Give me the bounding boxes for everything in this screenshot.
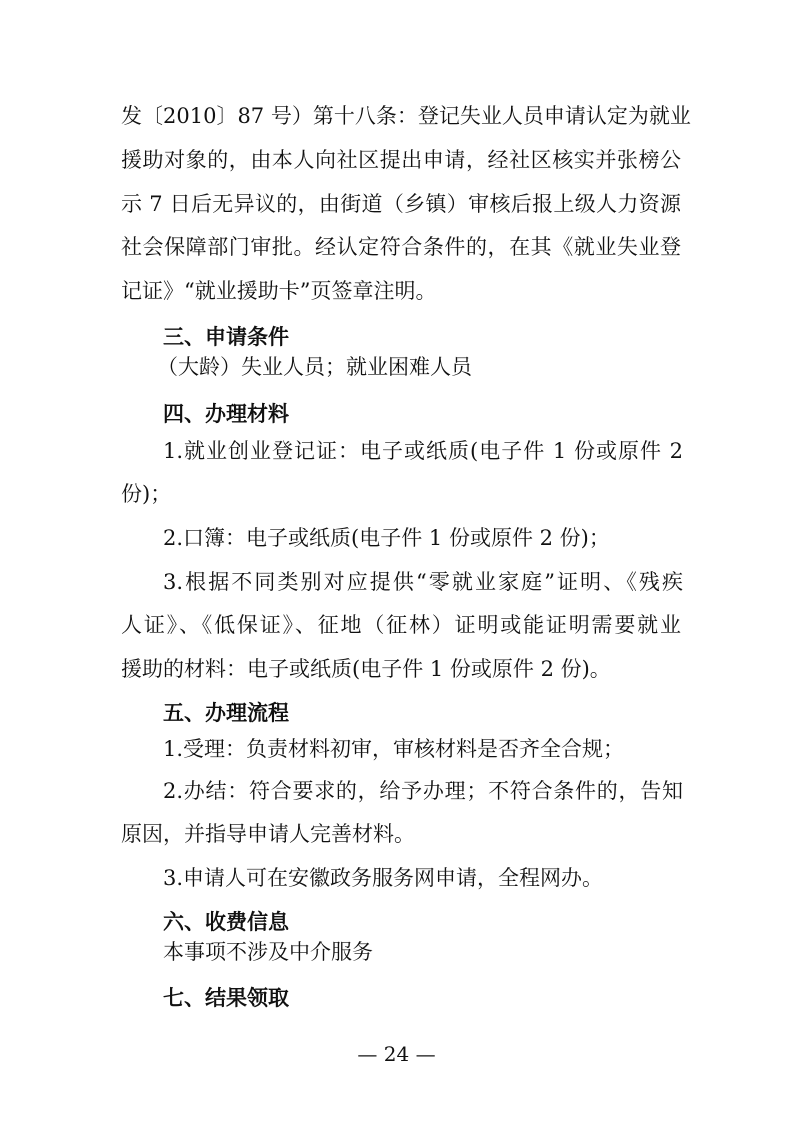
- process-item-3: 3.申请人可在安徽政务服务网申请，全程网办。: [163, 866, 604, 890]
- body-line-5: 记证》“就业援助卡”页签章注明。: [121, 279, 437, 303]
- materials-item-1: 1.就业创业登记证：电子或纸质(电子件 1 份或原件 2: [163, 439, 683, 463]
- process-item-2-cont: 原因，并指导申请人完善材料。: [121, 822, 415, 846]
- materials-item-1-cont: 份)；: [121, 482, 172, 506]
- section-heading-fees: 六、收费信息: [163, 910, 289, 934]
- page-number: — 24 —: [357, 1042, 436, 1066]
- section-heading-results: 七、结果领取: [163, 986, 289, 1010]
- fees-text: 本事项不涉及中介服务: [163, 940, 373, 964]
- process-item-2: 2.办结：符合要求的，给予办理；不符合条件的，告知: [163, 779, 683, 803]
- body-line-4: 社会保障部门审批。经认定符合条件的，在其《就业失业登: [121, 235, 681, 259]
- section-heading-conditions: 三、申请条件: [163, 325, 289, 349]
- conditions-text: （大龄）失业人员；就业困难人员: [157, 355, 472, 379]
- materials-item-3: 3.根据不同类别对应提供“零就业家庭”证明、《残疾: [163, 570, 683, 594]
- section-heading-process: 五、办理流程: [163, 701, 289, 725]
- materials-item-2: 2.口簿：电子或纸质(电子件 1 份或原件 2 份)；: [163, 526, 610, 550]
- materials-item-3-cont-1: 人证》、《低保证》、征地（征林）证明或能证明需要就业: [121, 613, 681, 637]
- body-line-2: 援助对象的，由本人向社区提出申请，经社区核实并张榜公: [121, 148, 681, 172]
- section-heading-materials: 四、办理材料: [163, 402, 289, 426]
- process-item-1: 1.受理：负责材料初审，审核材料是否齐全合规；: [163, 737, 625, 761]
- body-line-3: 示 7 日后无异议的，由街道（乡镇）审核后报上级人力资源: [121, 192, 681, 216]
- body-line-1: 发〔2010〕87 号）第十八条：登记失业人员申请认定为就业: [121, 104, 691, 128]
- materials-item-3-cont-2: 援助的材料：电子或纸质(电子件 1 份或原件 2 份)。: [121, 657, 611, 681]
